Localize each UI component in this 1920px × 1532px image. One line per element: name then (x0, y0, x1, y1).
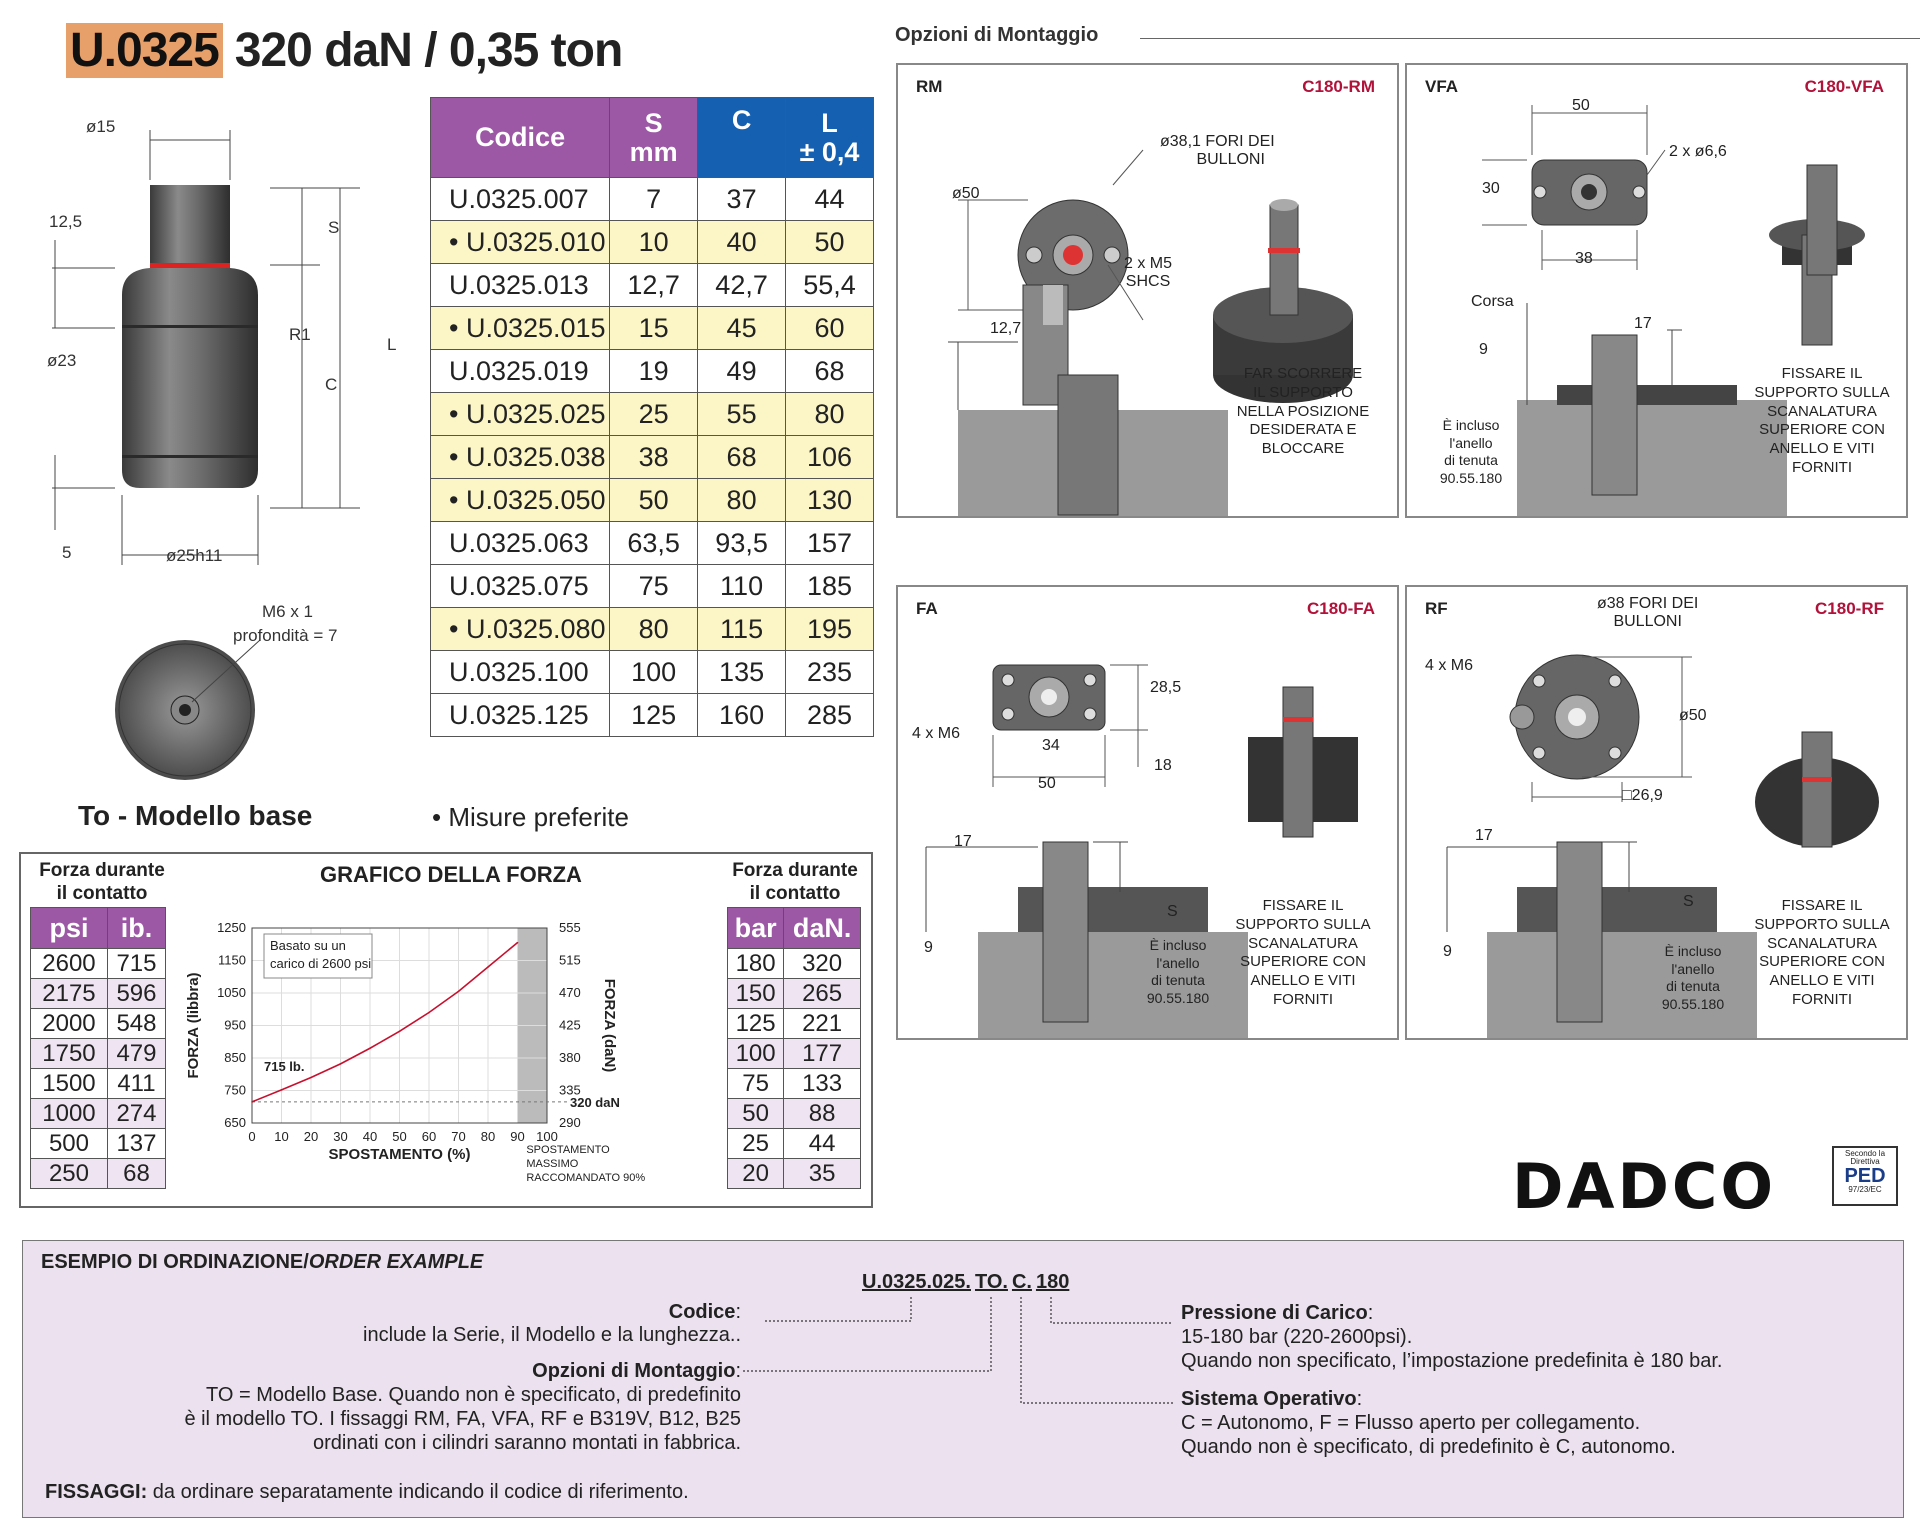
header-s: S mm (610, 98, 698, 178)
force-cell: 50 (728, 1099, 784, 1129)
header-dan: daN. (784, 908, 861, 949)
force-cell: 548 (107, 1009, 165, 1039)
pressure-block: Pressione di Carico: 15-180 bar (220-2600psi). Quando non specificato, l’impostazione predefinita è 180 bar. (1181, 1302, 1723, 1372)
spec-cell-l: 157 (786, 522, 874, 565)
force-chart (180, 890, 720, 1200)
spec-cell-s: 38 (610, 436, 698, 479)
spec-cell-l: 55,4 (786, 264, 874, 307)
x-tick-label: 50 (392, 1129, 407, 1144)
model-label: To - Modello base (78, 800, 313, 831)
spec-cell-code: • U.0325.010 (431, 221, 610, 264)
mounting-rule (1140, 38, 1920, 39)
order-code: U.0325.025. TO. C. 180 (862, 1271, 1070, 1293)
x-tick-label: 90 (510, 1129, 525, 1144)
rf-name: RF (1425, 599, 1448, 618)
product-rating: 320 daN / 0,35 ton (234, 23, 623, 77)
spec-cell-s: 7 (610, 178, 698, 221)
header-lb: ib. (107, 908, 165, 949)
spec-row (431, 393, 874, 436)
baseline-label: 715 lb. (264, 1059, 305, 1074)
y2-tick-label: 425 (559, 1017, 581, 1033)
force-cell: 1500 (31, 1069, 108, 1099)
x-tick-label: 20 (303, 1129, 319, 1144)
spec-cell-code: U.0325.013 (431, 264, 610, 307)
y-tick-label: 850 (224, 1050, 246, 1065)
spec-cell-c: 68 (698, 436, 786, 479)
spec-cell-s: 100 (610, 651, 698, 694)
rf-17-label: 17 (1475, 827, 1493, 844)
codice-block: Codice: include la Serie, il Modello e la lunghezza.. (363, 1301, 741, 1346)
dadco-logo: DADCO (1512, 1150, 1777, 1223)
spec-row (431, 221, 874, 264)
chart-title: GRAFICO DELLA FORZA (320, 862, 582, 887)
spec-cell-l: 106 (786, 436, 874, 479)
y-tick-label: 1250 (217, 920, 246, 935)
fa-50-label: 50 (1038, 775, 1056, 792)
system-block: Sistema Operativo: C = Autonomo, F = Flusso aperto per collegamento. Quando non è specificato, di predefinito è C, autonomo. (1181, 1388, 1676, 1458)
spec-row (431, 522, 874, 565)
mounting-block: Opzioni di Montaggio: TO = Modello Base. Quando non è specificato, di predefinito è il modello TO. I fissaggi RM, FA, VFA, RF e B319V, B12, B25 ordinati con i cilindri saranno montati in fabbrica. (184, 1360, 741, 1454)
force-row (31, 1039, 166, 1069)
spec-row (431, 608, 874, 651)
fa-seal-note: È incluso l'anello di tenuta 90.55.180 (1146, 937, 1210, 1006)
rf-dia-label: ø50 (1679, 707, 1707, 724)
force-cell: 1000 (31, 1099, 108, 1129)
panel-vfa (1405, 63, 1908, 518)
legend-line-2: carico di 2600 psi (270, 956, 372, 971)
spec-cell-code: • U.0325.015 (431, 307, 610, 350)
spec-cell-l: 68 (786, 350, 874, 393)
rf-square-label: □26,9 (1622, 787, 1663, 804)
vfa-spacing-label: 38 (1575, 250, 1593, 267)
spec-cell-s: 12,7 (610, 264, 698, 307)
x-tick-label: 40 (362, 1129, 378, 1144)
y2-axis-label: FORZA (daN) (601, 978, 618, 1073)
spec-cell-c: 80 (698, 479, 786, 522)
spec-cell-s: 15 (610, 307, 698, 350)
spec-cell-c: 49 (698, 350, 786, 393)
dim-12-5: 12,5 (49, 212, 83, 231)
x-tick-label: 80 (480, 1129, 496, 1144)
vfa-stroke-label: Corsa (1471, 293, 1514, 310)
rf-bolt-label: ø38 FORI DEI BULLONI (1597, 595, 1699, 630)
spec-cell-l: 285 (786, 694, 874, 737)
force-cell: 125 (728, 1009, 784, 1039)
left-table-title: Forza durante il contatto (39, 860, 165, 904)
legend-line-1: Basato su un (270, 938, 346, 953)
force-point (517, 942, 519, 944)
vfa-holes-label: 2 x ø6,6 (1669, 143, 1727, 160)
force-row (728, 1159, 861, 1189)
spec-cell-l: 60 (786, 307, 874, 350)
spec-cell-c: 55 (698, 393, 786, 436)
force-cell: 75 (728, 1069, 784, 1099)
fa-28-label: 28,5 (1150, 679, 1182, 696)
spec-cell-code: U.0325.007 (431, 178, 610, 221)
force-cell: 20 (728, 1159, 784, 1189)
force-cell: 500 (31, 1129, 108, 1159)
spec-cell-code: U.0325.063 (431, 522, 610, 565)
y-tick-label: 1150 (218, 952, 246, 968)
ped-badge: Secondo la Direttiva PED 97/23/EC (1832, 1146, 1898, 1206)
force-row (728, 949, 861, 979)
spec-cell-s: 125 (610, 694, 698, 737)
force-cell: 177 (784, 1039, 861, 1069)
spec-cell-code: • U.0325.038 (431, 436, 610, 479)
force-cell: 68 (107, 1159, 165, 1189)
force-cell: 88 (784, 1099, 861, 1129)
y2-tick-label: 335 (559, 1082, 581, 1098)
dim-5: 5 (62, 543, 72, 562)
vfa-name: VFA (1425, 77, 1459, 96)
fa-note: FISSARE IL SUPPORTO SULLA SCANALATURA SUPERIORE CON ANELLO E VITI FORNITI (1235, 897, 1371, 1008)
rm-screw-label: 2 x M5 SHCS (1124, 255, 1173, 290)
panel-rf (1405, 585, 1908, 1040)
force-cell: 2600 (31, 949, 108, 979)
rf-9-label: 9 (1443, 943, 1452, 960)
force-row (31, 979, 166, 1009)
vfa-seal-note: È incluso l'anello di tenuta 90.55.180 (1439, 417, 1503, 486)
page-title (66, 20, 622, 80)
force-cell: 2000 (31, 1009, 108, 1039)
dim-body-diameter: ø23 (47, 351, 77, 370)
force-cell: 479 (107, 1039, 165, 1069)
bar-table (727, 907, 861, 1189)
spec-cell-l: 80 (786, 393, 874, 436)
header-l: L ± 0,4 (786, 98, 874, 178)
spec-row (431, 307, 874, 350)
mounting-title: Opzioni di Montaggio (895, 24, 1099, 46)
force-cell: 150 (728, 979, 784, 1009)
force-cell: 274 (107, 1099, 165, 1129)
dim-l: L (387, 335, 397, 354)
force-cell: 2175 (31, 979, 108, 1009)
spec-cell-code: • U.0325.025 (431, 393, 610, 436)
dim-base-diameter: ø25h11 (166, 546, 223, 565)
dim-r1: R1 (289, 325, 311, 344)
x-tick-label: 100 (536, 1129, 558, 1144)
shade-note: SPOSTAMENTO (526, 1144, 610, 1156)
spec-cell-code: • U.0325.080 (431, 608, 610, 651)
spec-cell-c: 110 (698, 565, 786, 608)
spec-cell-s: 80 (610, 608, 698, 651)
spec-cell-c: 42,7 (698, 264, 786, 307)
panel-fa (896, 585, 1399, 1040)
spec-cell-l: 235 (786, 651, 874, 694)
force-cell: 596 (107, 979, 165, 1009)
spec-row (431, 178, 874, 221)
rm-note: FAR SCORRERE IL SUPPORTO NELLA POSIZIONE DESIDERATA E BLOCCARE (1236, 365, 1370, 457)
spec-cell-code: U.0325.019 (431, 350, 610, 393)
order-example (22, 1240, 1904, 1518)
fa-ref: C180-FA (1306, 599, 1375, 618)
vfa-height-label: 30 (1482, 180, 1500, 197)
fa-9-label: 9 (924, 939, 933, 956)
spec-row (431, 264, 874, 307)
spec-cell-l: 50 (786, 221, 874, 264)
panel-rm (896, 63, 1399, 518)
y2-tick-label: 470 (559, 985, 581, 1000)
rf-screw-label: 4 x M6 (1425, 657, 1474, 674)
x-tick-label: 60 (421, 1129, 437, 1144)
rm-bolt-label: ø38,1 FORI DEI BULLONI (1160, 133, 1275, 168)
spec-cell-code: • U.0325.050 (431, 479, 610, 522)
spec-cell-c: 115 (698, 608, 786, 651)
spec-row (431, 436, 874, 479)
spec-cell-s: 10 (610, 221, 698, 264)
shade-note: MASSIMO (526, 1158, 579, 1170)
rf-seal-note: È incluso l'anello di tenuta 90.55.180 (1661, 943, 1725, 1012)
vfa-note: FISSARE IL SUPPORTO SULLA SCANALATURA SUPERIORE CON ANELLO E VITI FORNITI (1754, 365, 1890, 476)
order-title: ESEMPIO DI ORDINAZIONE/ORDER EXAMPLE (41, 1251, 484, 1273)
spec-cell-s: 63,5 (610, 522, 698, 565)
force-point (399, 1031, 401, 1033)
vfa-9-label: 9 (1479, 341, 1488, 358)
vfa-ref: C180-VFA (1804, 77, 1884, 96)
force-cell: 35 (784, 1159, 861, 1189)
x-tick-label: 70 (451, 1129, 466, 1144)
force-cell: 411 (107, 1069, 165, 1099)
right-marker-label: 320 daN (570, 1094, 620, 1110)
y-tick-label: 950 (224, 1017, 246, 1033)
force-row (728, 1069, 861, 1099)
rf-s-label: S (1683, 893, 1694, 910)
fa-17-label: 17 (954, 833, 972, 850)
force-cell: 250 (31, 1159, 108, 1189)
y-tick-label: 750 (224, 1082, 246, 1098)
cylinder-drawing (30, 100, 430, 800)
x-axis-label: SPOSTAMENTO (%) (328, 1146, 471, 1163)
spec-cell-c: 37 (698, 178, 786, 221)
y2-tick-label: 290 (559, 1115, 581, 1130)
y2-tick-label: 515 (559, 952, 581, 968)
spec-table (430, 97, 874, 737)
x-tick-label: 10 (274, 1129, 289, 1144)
vfa-width-label: 50 (1572, 97, 1590, 114)
shade-note: RACCOMANDATO 90% (526, 1172, 646, 1184)
force-point (428, 1012, 430, 1014)
spec-cell-c: 40 (698, 221, 786, 264)
vfa-17-label: 17 (1634, 315, 1652, 332)
right-table-title: Forza durante il contatto (732, 860, 858, 904)
force-cell: 25 (728, 1129, 784, 1159)
dim-s: S (328, 218, 340, 237)
y2-tick-label: 555 (559, 920, 581, 935)
force-cell: 44 (784, 1129, 861, 1159)
spec-cell-s: 19 (610, 350, 698, 393)
dim-c: C (325, 375, 338, 394)
force-cell: 137 (107, 1129, 165, 1159)
header-psi: psi (31, 908, 108, 949)
force-row (31, 1099, 166, 1129)
force-row (31, 1129, 166, 1159)
force-cell: 265 (784, 979, 861, 1009)
fa-34-label: 34 (1042, 737, 1060, 754)
force-row (728, 1129, 861, 1159)
fa-18-label: 18 (1154, 757, 1172, 774)
spec-cell-s: 75 (610, 565, 698, 608)
spec-cell-code: U.0325.125 (431, 694, 610, 737)
preferred-note: • Misure preferite (432, 802, 629, 832)
force-point (310, 1077, 312, 1079)
force-point (487, 966, 489, 968)
fa-screw-label: 4 x M6 (912, 725, 961, 742)
spec-cell-s: 50 (610, 479, 698, 522)
force-row (31, 1069, 166, 1099)
force-row (728, 979, 861, 1009)
spec-cell-c: 135 (698, 651, 786, 694)
force-cell: 320 (784, 949, 861, 979)
force-row (31, 949, 166, 979)
force-row (728, 1099, 861, 1129)
force-row (31, 1009, 166, 1039)
x-tick-label: 30 (333, 1129, 348, 1144)
spec-cell-code: U.0325.100 (431, 651, 610, 694)
dim-rod-diameter: ø15 (86, 117, 116, 136)
force-row (31, 1159, 166, 1189)
force-point (369, 1047, 371, 1049)
force-row (728, 1009, 861, 1039)
spec-cell-c: 93,5 (698, 522, 786, 565)
y-axis-label: FORZA (libbra) (185, 972, 202, 1079)
force-cell: 715 (107, 949, 165, 979)
spec-cell-l: 44 (786, 178, 874, 221)
header-codice: Codice (431, 98, 610, 178)
rf-note: FISSARE IL SUPPORTO SULLA SCANALATURA SUPERIORE CON ANELLO E VITI FORNITI (1754, 897, 1890, 1008)
force-point (458, 991, 460, 993)
spec-cell-l: 185 (786, 565, 874, 608)
force-point (251, 1101, 253, 1103)
force-cell: 1750 (31, 1039, 108, 1069)
base-thread-note: M6 x 1 (262, 602, 314, 621)
fa-name: FA (916, 599, 938, 618)
spec-cell-code: U.0325.075 (431, 565, 610, 608)
spec-row (431, 651, 874, 694)
x-tick-label: 0 (248, 1129, 256, 1144)
force-cell: 180 (728, 949, 784, 979)
rm-name: RM (916, 77, 943, 96)
rf-ref: C180-RF (1815, 599, 1884, 618)
product-code: U.0325 (66, 23, 223, 78)
spec-row (431, 565, 874, 608)
force-cell: 133 (784, 1069, 861, 1099)
y2-tick-label: 380 (559, 1050, 581, 1065)
y-tick-label: 650 (224, 1115, 246, 1130)
force-row (728, 1039, 861, 1069)
spec-cell-l: 130 (786, 479, 874, 522)
fixtures-note: FISSAGGI: da ordinare separatamente indicando il codice di riferimento. (45, 1481, 689, 1503)
rm-height-label: 12,7 (990, 320, 1022, 337)
spec-cell-s: 25 (610, 393, 698, 436)
force-point (281, 1089, 283, 1091)
psi-table (30, 907, 166, 1189)
spec-row (431, 479, 874, 522)
spec-row (431, 694, 874, 737)
rm-dia-label: ø50 (952, 185, 980, 202)
spec-cell-c: 160 (698, 694, 786, 737)
base-depth-note: profondità = 7 (233, 626, 338, 645)
force-cell: 100 (728, 1039, 784, 1069)
y-tick-label: 1050 (217, 985, 246, 1000)
header-c: C (698, 98, 786, 178)
spec-row (431, 350, 874, 393)
force-cell: 221 (784, 1009, 861, 1039)
fa-s-label: S (1167, 903, 1178, 920)
force-point (340, 1063, 342, 1065)
spec-cell-l: 195 (786, 608, 874, 651)
rm-ref: C180-RM (1302, 77, 1375, 96)
spec-cell-c: 45 (698, 307, 786, 350)
header-bar: bar (728, 908, 784, 949)
